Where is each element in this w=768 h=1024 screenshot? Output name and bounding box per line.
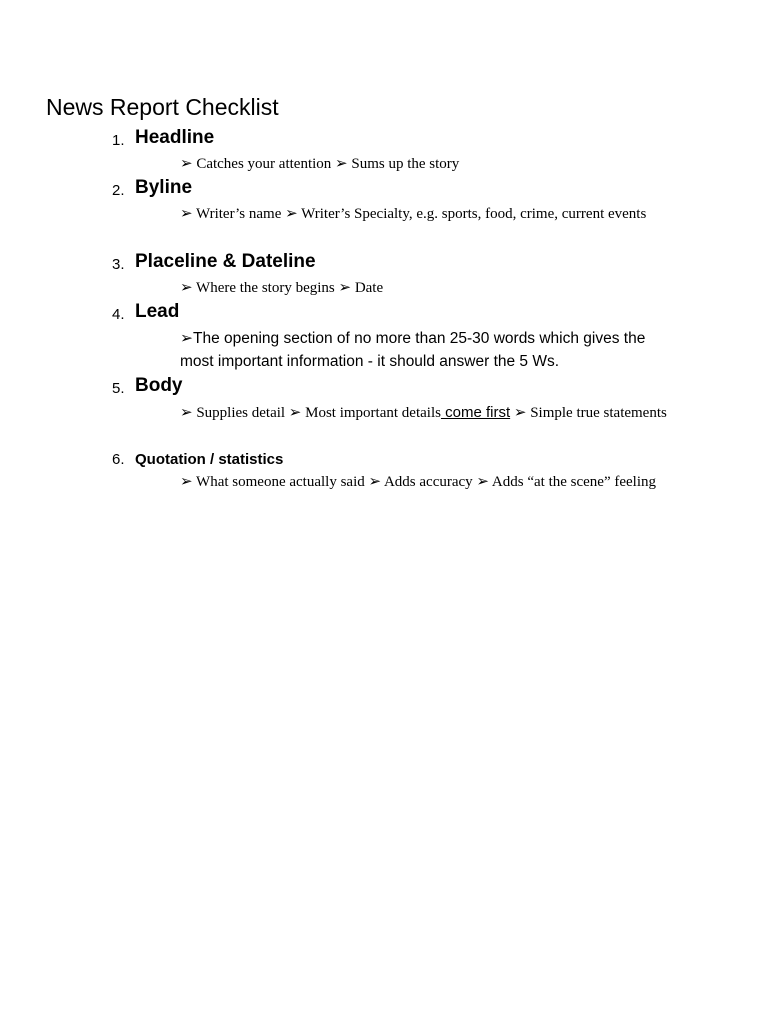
- item-heading: Body: [135, 375, 183, 396]
- item-detail-text: ➢ Supplies detail ➢ Most important details: [180, 405, 441, 421]
- item-heading: Lead: [135, 301, 180, 322]
- item-detail: ➢The opening section of no more than 25-30 words which gives the most important information - it should answer the 5 Ws.: [180, 330, 646, 370]
- item-detail-underlined: come first: [440, 404, 511, 421]
- item-detail-text: ➢ Simple true statements: [510, 405, 667, 421]
- item-detail: ➢ What someone actually said ➢ Adds accuracy ➢ Adds “at the scene” feeling: [180, 474, 657, 490]
- item-number: 1.: [112, 132, 125, 149]
- item-detail: ➢ Catches your attention ➢ Sums up the story: [180, 156, 460, 172]
- item-detail: ➢ Where the story begins ➢ Date: [180, 280, 384, 296]
- item-number: 6.: [112, 451, 125, 468]
- page-title: News Report Checklist: [46, 94, 279, 120]
- item-detail: ➢ Writer’s name ➢ Writer’s Specialty, e.g. sports, food, crime, current events: [180, 206, 647, 222]
- item-number: 4.: [112, 306, 125, 323]
- item-heading: Headline: [135, 127, 215, 148]
- item-heading: Placeline & Dateline: [135, 251, 316, 272]
- item-detail: [180, 401, 672, 425]
- item-number: 5.: [112, 380, 125, 397]
- item-number: 2.: [112, 182, 125, 199]
- item-heading: Quotation / statistics: [135, 451, 284, 468]
- item-heading: Byline: [135, 177, 193, 198]
- item-number: 3.: [112, 256, 125, 273]
